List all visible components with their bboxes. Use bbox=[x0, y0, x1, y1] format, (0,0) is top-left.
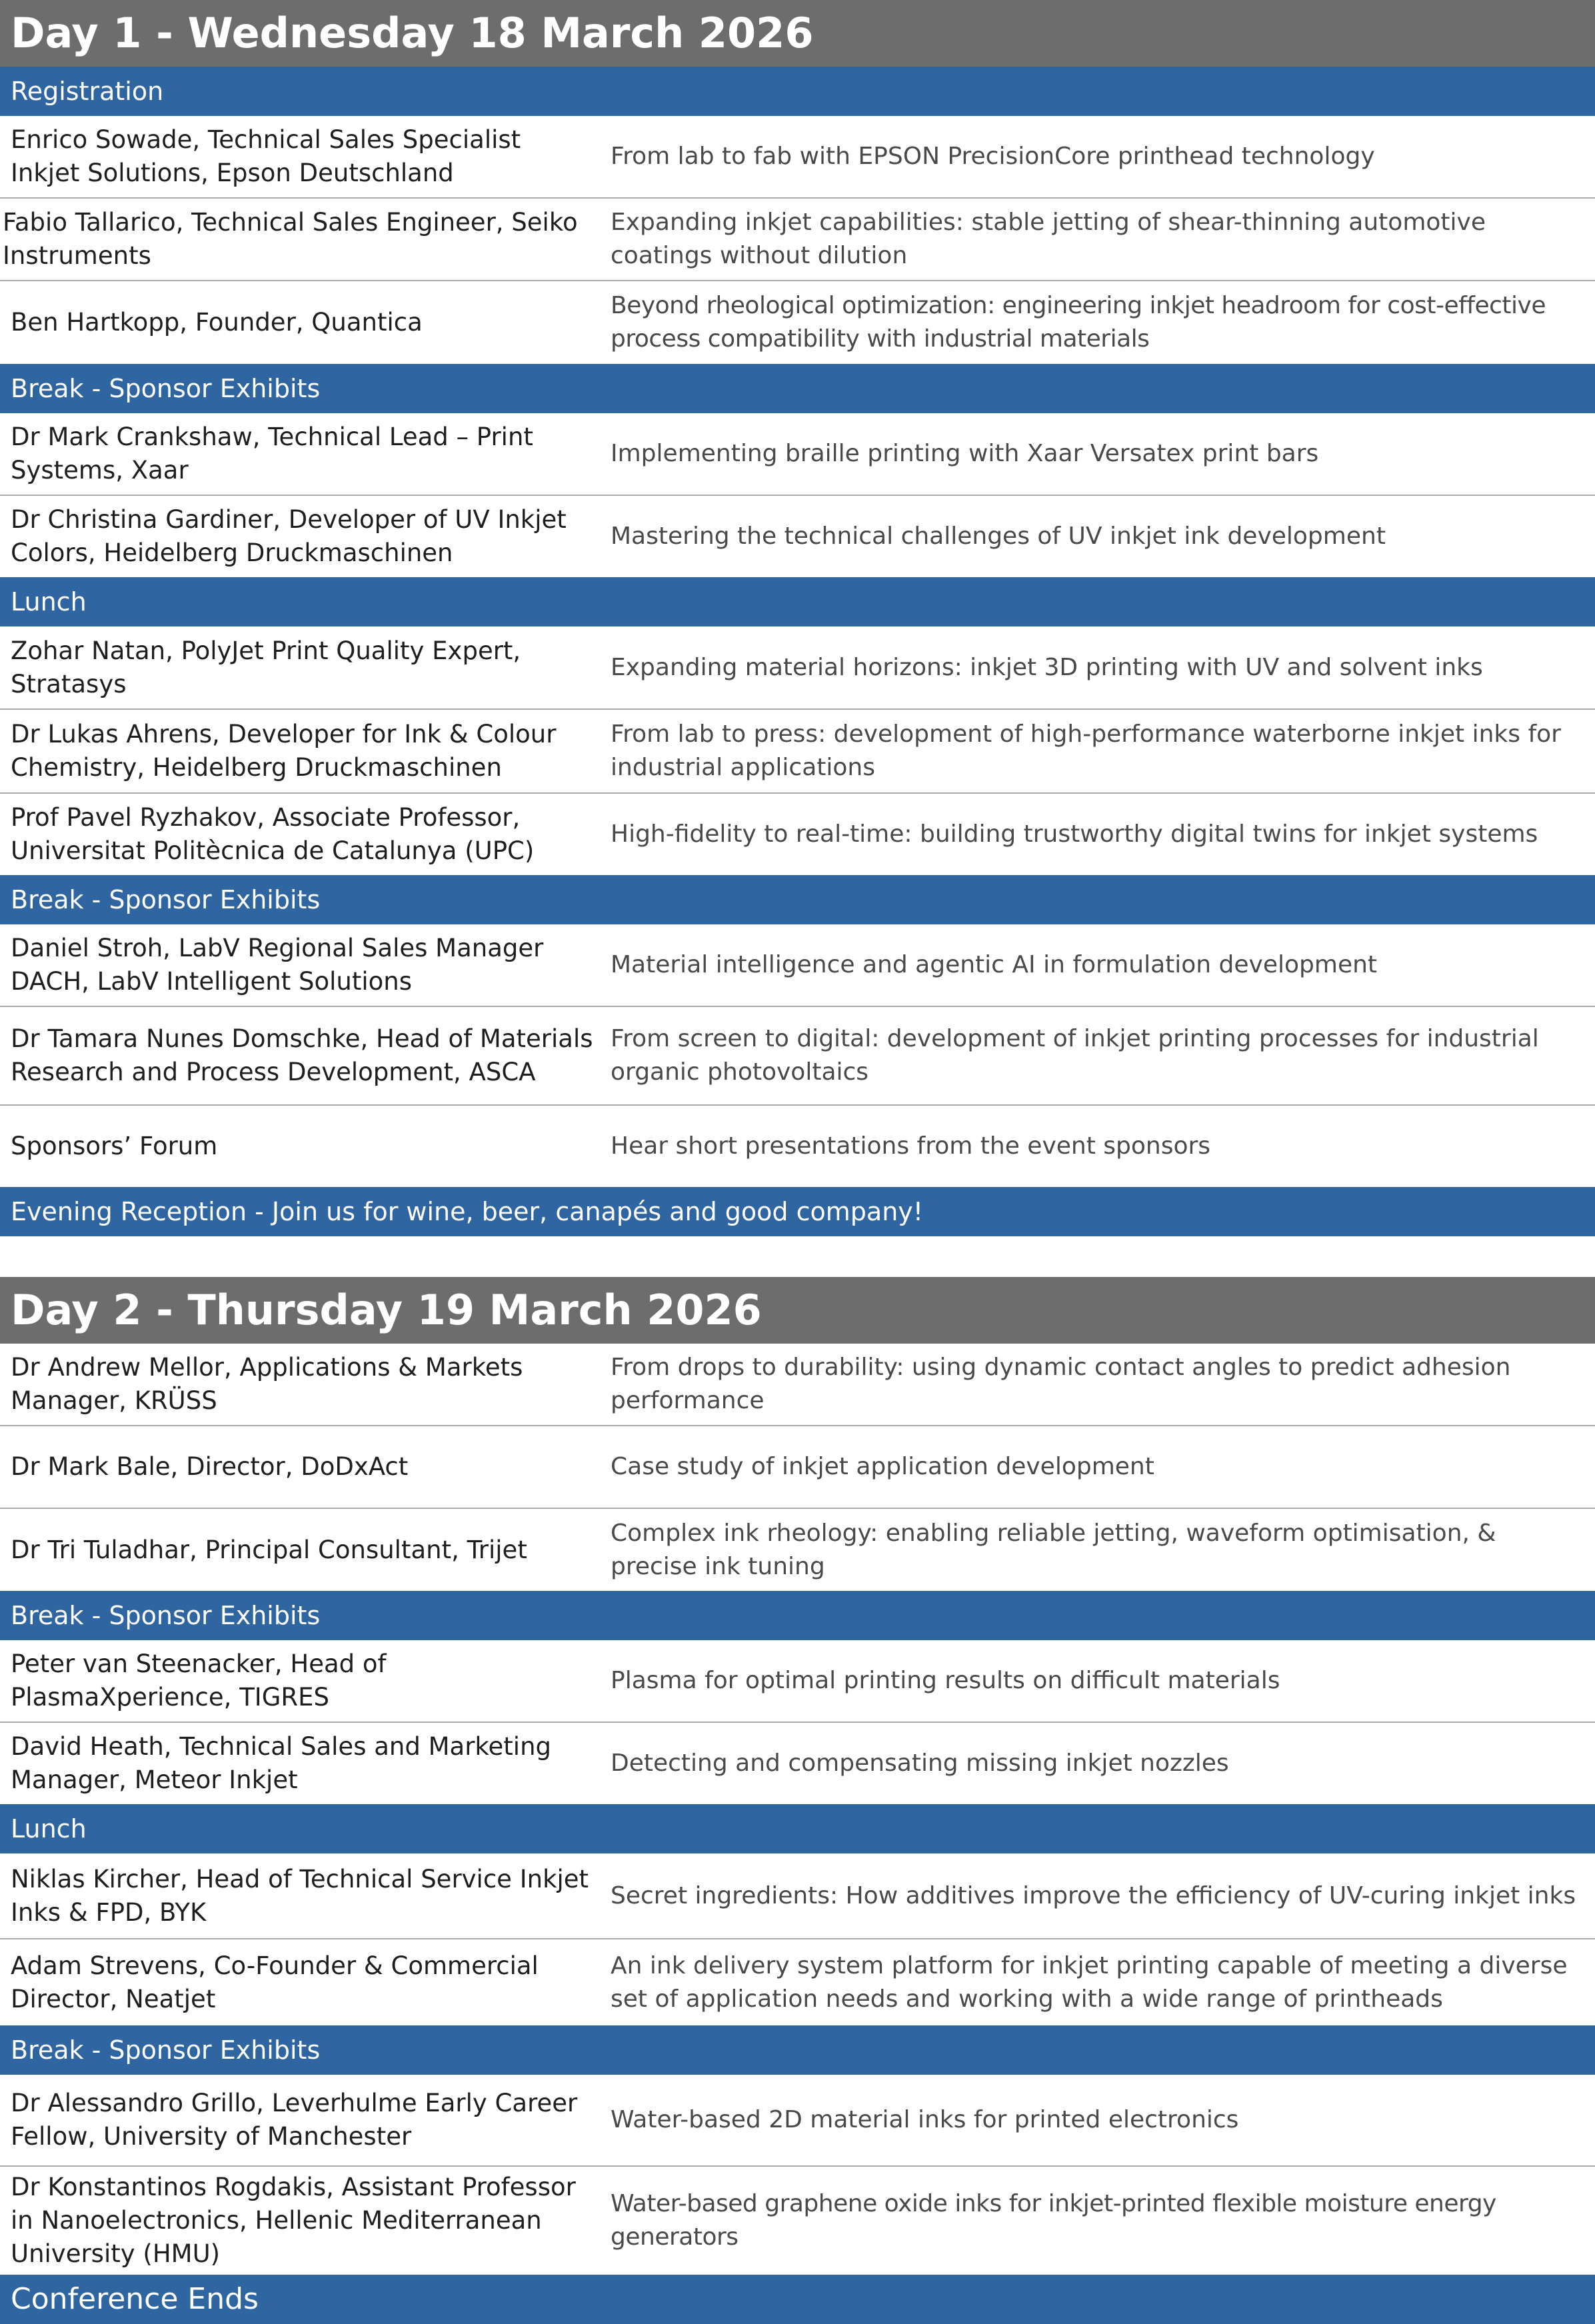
table-row bbox=[0, 794, 1595, 875]
talk-title: Plasma for optimal printing results on difficult materials bbox=[611, 1667, 1280, 1694]
conference-end-band: Conference Ends bbox=[0, 2275, 1595, 2324]
speaker: Dr Lukas Ahrens, Developer for Ink & Colour Chemistry, Heidelberg Druckmaschinen bbox=[11, 720, 557, 782]
speaker: Dr Mark Bale, Director, DoDxAct bbox=[11, 1452, 409, 1481]
speaker: Daniel Stroh, LabV Regional Sales Manager DACH, LabV Intelligent Solutions bbox=[11, 934, 544, 996]
speaker: Enrico Sowade, Technical Sales Specialist Inkjet Solutions, Epson Deutschland bbox=[11, 125, 521, 187]
speaker: Dr Andrew Mellor, Applications & Markets Manager, KRÜSS bbox=[11, 1353, 523, 1415]
table-row bbox=[0, 199, 1595, 281]
table-row bbox=[0, 2167, 1595, 2275]
talk-title: Material intelligence and agentic AI in formulation development bbox=[611, 951, 1378, 978]
talk-title: Implementing braille printing with Xaar Versatex print bars bbox=[611, 440, 1319, 467]
talk-title: Expanding inkjet capabilities: stable jetting of shear-thinning automotive coatings without dilution bbox=[611, 209, 1486, 269]
lunch-band: Lunch bbox=[0, 577, 1595, 626]
lunch-band: Lunch bbox=[0, 1804, 1595, 1853]
speaker: Dr Mark Crankshaw, Technical Lead – Print Systems, Xaar bbox=[11, 423, 533, 485]
table-row bbox=[0, 413, 1595, 496]
registration-band: Registration bbox=[0, 67, 1595, 116]
table-row bbox=[0, 1509, 1595, 1591]
table-row bbox=[0, 2075, 1595, 2167]
speaker: Adam Strevens, Co-Founder & Commercial Director, Neatjet bbox=[11, 1951, 539, 2013]
talk-title: From lab to press: development of high-performance waterborne inkjet inks for industrial applications bbox=[611, 720, 1561, 781]
day2-title: Day 2 - Thursday 19 March 2026 bbox=[0, 1277, 1595, 1344]
talk-title: From screen to digital: development of inkjet printing processes for industrial organic photovoltaics bbox=[611, 1025, 1539, 1086]
talk-title: Secret ingredients: How additives improve the efficiency of UV-curing inkjet inks bbox=[611, 1881, 1576, 1909]
break-band: Break - Sponsor Exhibits bbox=[0, 1591, 1595, 1640]
table-row bbox=[0, 710, 1595, 794]
speaker: Dr Tamara Nunes Domschke, Head of Materials Research and Process Development, ASCA bbox=[11, 1024, 593, 1086]
break-band: Break - Sponsor Exhibits bbox=[0, 2025, 1595, 2075]
day1-title: Day 1 - Wednesday 18 March 2026 bbox=[0, 0, 1595, 67]
table-row bbox=[0, 924, 1595, 1007]
break-band: Break - Sponsor Exhibits bbox=[0, 875, 1595, 924]
speaker: Zohar Natan, PolyJet Print Quality Expert, Stratasys bbox=[11, 636, 521, 698]
break-band: Break - Sponsor Exhibits bbox=[0, 364, 1595, 413]
speaker: Sponsors’ Forum bbox=[11, 1132, 218, 1160]
talk-title: An ink delivery system platform for inkjet printing capable of meeting a diverse set of application needs and working with a wide range of printheads bbox=[611, 1951, 1568, 2013]
talk-title: Beyond rheological optimization: engineering inkjet headroom for cost-effective process compatibility with industrial materials bbox=[611, 292, 1546, 353]
table-row bbox=[0, 1344, 1595, 1426]
talk-title: Expanding material horizons: inkjet 3D printing with UV and solvent inks bbox=[611, 653, 1483, 681]
table-row bbox=[0, 626, 1595, 710]
table-row bbox=[0, 1007, 1595, 1106]
table-row bbox=[0, 1723, 1595, 1804]
talk-title: Water-based graphene oxide inks for inkjet-printed flexible moisture energy generators bbox=[611, 2190, 1496, 2251]
speaker: Dr Christina Gardiner, Developer of UV Inkjet Colors, Heidelberg Druckmaschinen bbox=[11, 505, 567, 567]
table-row bbox=[0, 1939, 1595, 2025]
talk-title: From lab to fab with EPSON PrecisionCore printhead technology bbox=[611, 143, 1375, 170]
table-row bbox=[0, 116, 1595, 199]
table-row bbox=[0, 496, 1595, 577]
talk-title: Hear short presentations from the event sponsors bbox=[611, 1132, 1211, 1160]
talk-title: Water-based 2D material inks for printed electronics bbox=[611, 2106, 1239, 2133]
talk-title: Case study of inkjet application development bbox=[611, 1453, 1154, 1480]
speaker: David Heath, Technical Sales and Marketing Manager, Meteor Inkjet bbox=[11, 1732, 552, 1794]
table-row bbox=[0, 1853, 1595, 1939]
speaker: Fabio Tallarico, Technical Sales Engineer, Seiko Instruments bbox=[3, 208, 578, 270]
speaker: Prof Pavel Ryzhakov, Associate Professor, Universitat Politècnica de Catalunya (UPC) bbox=[11, 803, 535, 865]
talk-title: Complex ink rheology: enabling reliable jetting, waveform optimisation, & precise ink tuning bbox=[611, 1519, 1496, 1580]
table-row bbox=[0, 281, 1595, 364]
table-row bbox=[0, 1640, 1595, 1723]
talk-title: From drops to durability: using dynamic contact angles to predict adhesion performance bbox=[611, 1354, 1511, 1414]
speaker: Dr Alessandro Grillo, Leverhulme Early Career Fellow, University of Manchester bbox=[11, 2089, 578, 2151]
table-row bbox=[0, 1106, 1595, 1187]
talk-title: High-fidelity to real-time: building trustworthy digital twins for inkjet systems bbox=[611, 820, 1538, 848]
speaker: Dr Tri Tuladhar, Principal Consultant, Trijet bbox=[11, 1535, 527, 1564]
day2-section bbox=[0, 1277, 1595, 2324]
speaker: Ben Hartkopp, Founder, Quantica bbox=[11, 308, 423, 337]
speaker: Niklas Kircher, Head of Technical Service Inkjet Inks & FPD, BYK bbox=[11, 1864, 589, 1927]
talk-title: Mastering the technical challenges of UV inkjet ink development bbox=[611, 523, 1386, 550]
speaker: Dr Konstantinos Rogdakis, Assistant Professor in Nanoelectronics, Hellenic Mediterranean University (HMU) bbox=[11, 2173, 576, 2268]
table-row bbox=[0, 1426, 1595, 1509]
speaker: Peter van Steenacker, Head of PlasmaXperience, TIGRES bbox=[11, 1650, 387, 1712]
talk-title: Detecting and compensating missing inkjet nozzles bbox=[611, 1749, 1229, 1777]
reception-band: Evening Reception - Join us for wine, beer, canapés and good company! bbox=[0, 1187, 1595, 1236]
